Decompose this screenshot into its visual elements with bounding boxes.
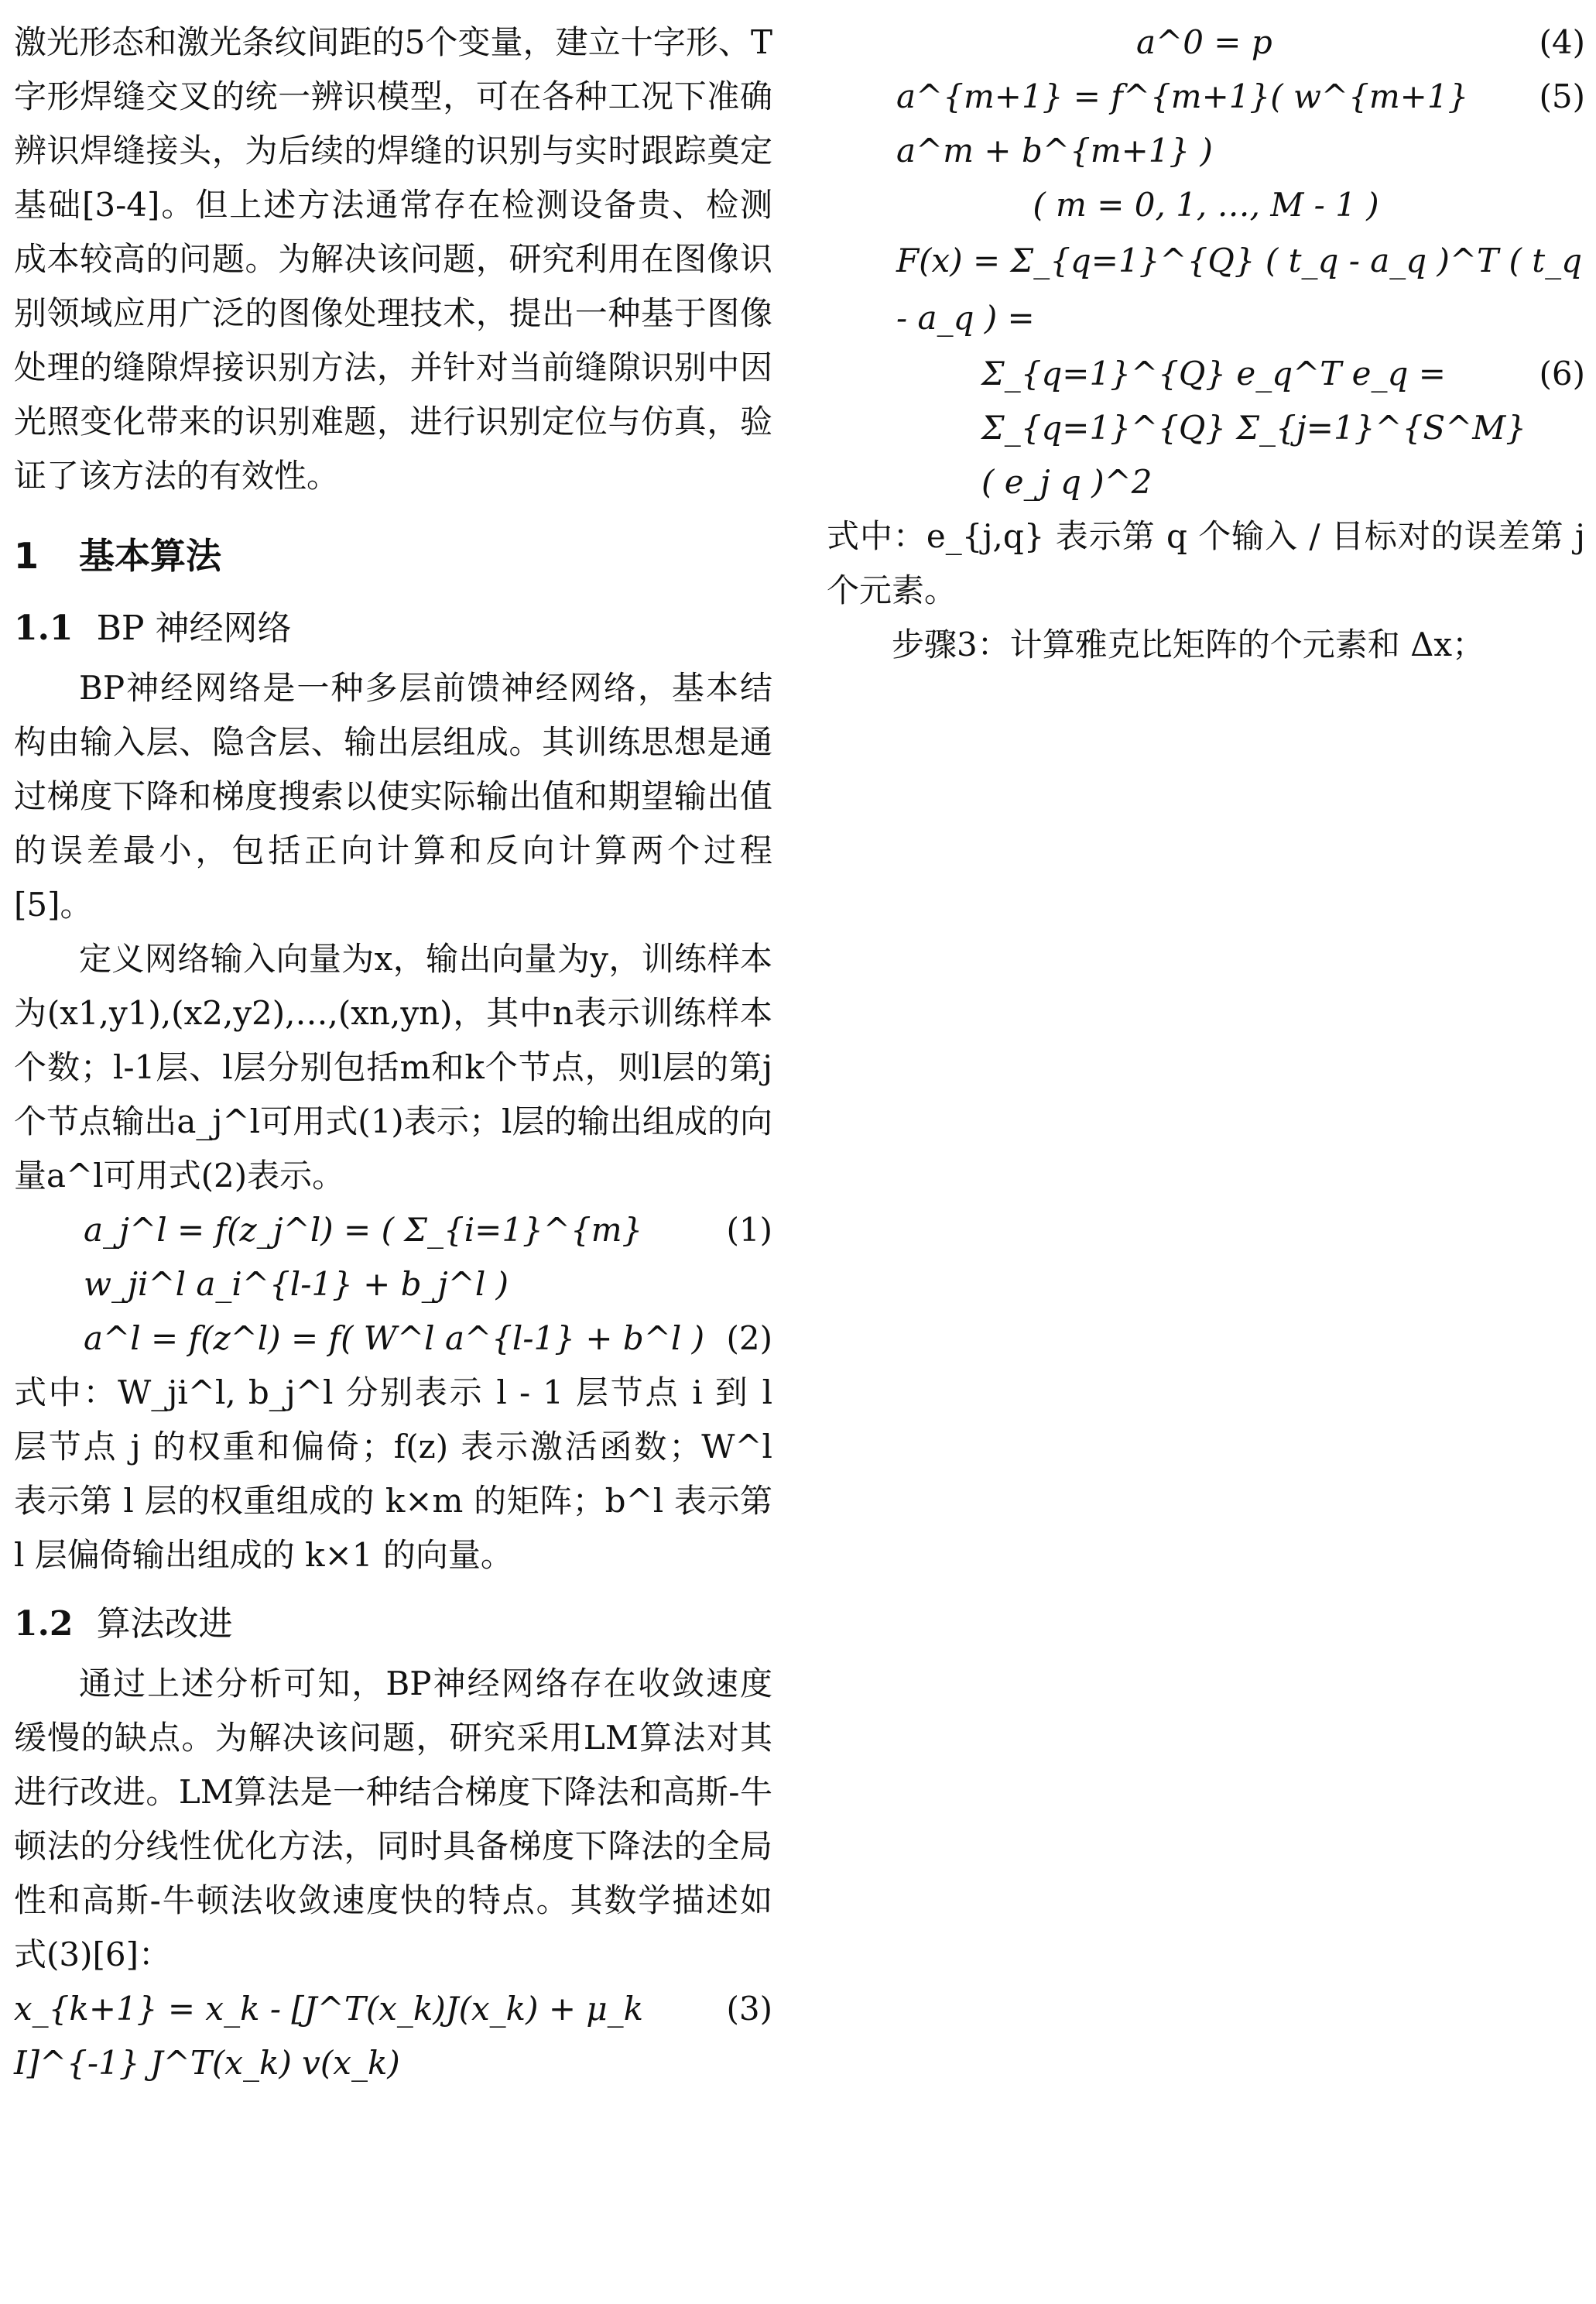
section-1-1-title: BP 神经网络 (96, 609, 292, 648)
equation-5-tag: (5) (1539, 77, 1585, 115)
equation-1-body: a_j^l = f(z_j^l) = ( Σ_{i=1}^{m} w_ji^l a_i^{l-1} + b_j^l ) (84, 1211, 643, 1303)
left-column (14, 15, 772, 2090)
step-3-paragraph: 步骤3：计算雅克比矩阵的个元素和 Δx； (892, 626, 1485, 663)
equation-2-body: a^l = f(z^l) = f( W^l a^{l-1} + b^l ) (84, 1319, 705, 1357)
equation-4-tag: (4) (1539, 23, 1585, 61)
section-1-heading (14, 533, 772, 579)
equation-3-tag: (3) (726, 1990, 772, 2028)
section-1-2-title: 算法改进 (96, 1604, 233, 1644)
section-1-1-number: 1.1 (14, 609, 74, 648)
section-1-2-number: 1.2 (14, 1604, 74, 1644)
where-paragraph-2: 式中：e_{j,q} 表示第 q 个输入 / 目标对的误差第 j 个元素。 (827, 517, 1585, 609)
section-1-number: 1 (14, 535, 39, 577)
lm-paragraph-1: 通过上述分析可知，BP神经网络存在收敛速度缓慢的缺点。为解决该问题，研究采用LM算法对其进行改进。LM算法是一种结合梯度下降法和高斯-牛顿法的分线性优化方法，同时具备梯度下降法的全局性和高斯-牛顿法收敛速度快的特点。其数学描述如式(3)[6]： (14, 1665, 772, 1973)
equation-6-line-1: F(x) = Σ_{q=1}^{Q} ( t_q - a_q )^T ( t_q - a_q ) = (896, 242, 1582, 337)
section-1-2-heading (14, 1599, 772, 1649)
equation-6-body: Σ_{q=1}^{Q} e_q^T e_q = Σ_{q=1}^{Q} Σ_{j=1}^{S^M} ( e_j q )^2 (981, 355, 1527, 501)
bp-paragraph-1: BP神经网络是一种多层前馈神经网络，基本结构由输入层、隐含层、输出层组成。其训练思想是通过梯度下降和梯度搜索以使实际输出值和期望输出值的误差最小，包括正向计算和反向计算两个过程[5]。 (14, 669, 772, 924)
equation-1 (14, 1203, 772, 1311)
equation-3 (14, 1982, 772, 2090)
equation-5-body: a^{m+1} = f^{m+1}( w^{m+1} a^m + b^{m+1} ) (896, 77, 1469, 170)
equation-4-body: a^0 = p (1136, 23, 1272, 61)
section-1-title: 基本算法 (79, 535, 222, 577)
equation-4 (827, 15, 1585, 70)
equation-5-range: ( m = 0, 1, …, M - 1 ) (1033, 186, 1379, 224)
equation-6-tag: (6) (1539, 355, 1585, 393)
bp-paragraph-2: 定义网络输入向量为x，输出向量为y，训练样本为(x1,y1),(x2,y2),…,(xn,yn)，其中n表示训练样本个数；l-1层、l层分别包括m和k个节点，则l层的第j个节点输出a_j^l可用式(1)表示；l层的输出组成的向量a^l可用式(2)表示。 (14, 940, 772, 1195)
equation-2-tag: (2) (726, 1319, 772, 1357)
equation-1-tag: (1) (726, 1211, 772, 1249)
equation-5 (827, 70, 1585, 178)
equation-6 (827, 347, 1585, 509)
where-paragraph-1: 式中：W_ji^l, b_j^l 分别表示 l - 1 层节点 i 到 l 层节点 j 的权重和偏倚；f(z) 表示激活函数；W^l 表示第 l 层的权重组成的 k×m 的矩阵；b^l 表示第 l 层偏倚输出组成的 k×1 的向量。 (14, 1373, 772, 1574)
right-column (827, 15, 1585, 672)
equation-3-body: x_{k+1} = x_k - [J^T(x_k)J(x_k) + μ_k I]^{-1} J^T(x_k) v(x_k) (14, 1990, 644, 2082)
intro-paragraph: 激光形态和激光条纹间距的5个变量，建立十字形、T字形焊缝交叉的统一辨识模型，可在各种工况下准确辨识焊缝接头，为后续的焊缝的识别与实时跟踪奠定基础[3-4]。但上述方法通常存在检测设备贵、检测成本较高的问题。为解决该问题，研究利用在图像识别领域应用广泛的图像处理技术，提出一种基于图像处理的缝隙焊接识别方法，并针对当前缝隙识别中因光照变化带来的识别难题，进行识别定位与仿真，验证了该方法的有效性。 (14, 23, 772, 495)
section-1-1-heading (14, 604, 772, 653)
equation-2 (14, 1311, 772, 1366)
